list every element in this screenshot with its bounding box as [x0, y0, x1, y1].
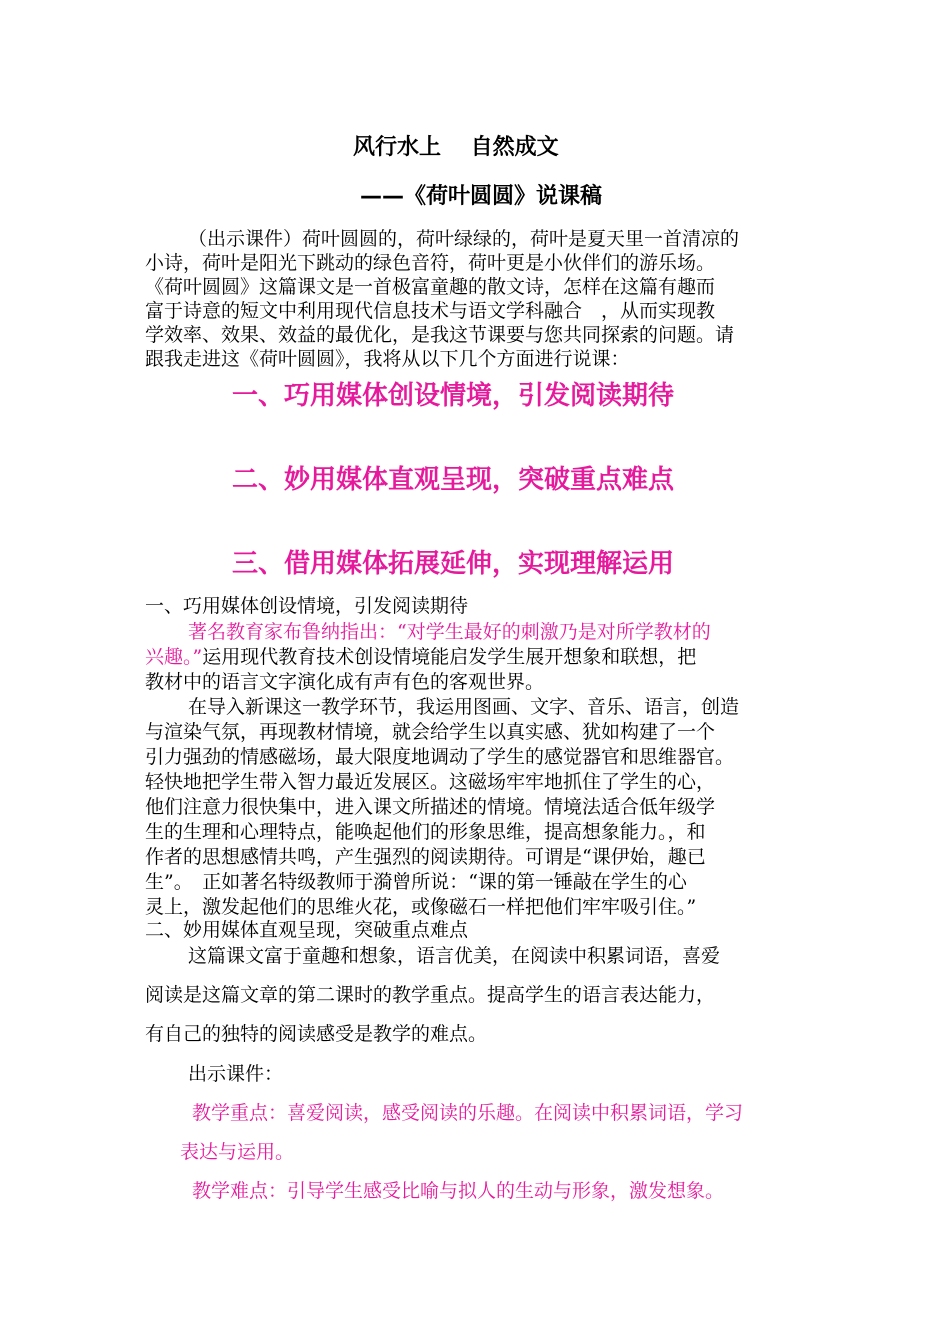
difficulty-line: 教学难点：引导学生感受比喻与拟人的生动与形象，激发想象。 — [192, 1180, 725, 1202]
doc-subtitle: ——《荷叶圆圆》说课稿 — [360, 184, 603, 209]
intro-line: 小诗，荷叶是阳光下跳动的绿色音符，荷叶更是小伙伴们的游乐场。 — [145, 252, 716, 274]
quote-line: 著名教育家布鲁纳指出：“对学生最好的刺激乃是对所学教材的 — [188, 621, 711, 643]
paragraph-line: 有自己的独特的阅读感受是教学的难点。 — [145, 1023, 488, 1045]
paragraph-line: 与渲染气氛，再现教材情境，就会给学生以真实感、犹如构建了一个 — [145, 721, 716, 743]
section-title: 二、妙用媒体直观呈现，突破重点难点 — [145, 919, 469, 941]
intro-line: （出示课件）荷叶圆圆的，荷叶绿绿的，荷叶是夏天里一首清凉的 — [188, 228, 740, 250]
section-heading: 二、妙用媒体直观呈现，突破重点难点 — [232, 465, 675, 495]
key-point-line: 表达与运用。 — [180, 1141, 295, 1163]
doc-title: 风行水上 自然成文 — [353, 135, 559, 160]
paragraph-line: 教材中的语言文字演化成有声有色的客观世界。 — [145, 671, 545, 693]
paragraph-line: 他们注意力很快集中，进入课文所描述的情境。情境法适合低年级学 — [145, 796, 716, 818]
paragraph-line: 作者的思想感情共鸣，产生强烈的阅读期待。可谓是“课伊始，趣已 — [145, 846, 706, 868]
intro-line: 跟我走进这《荷叶圆圆》，我将从以下几个方面进行说课： — [145, 348, 630, 370]
paragraph-line: 引力强劲的情感磁场，最大限度地调动了学生的感觉器官和思维器官。 — [145, 746, 735, 768]
intro-line: 《荷叶圆圆》这篇课文是一首极富童趣的散文诗，怎样在这篇有趣而 — [145, 276, 716, 298]
paragraph-line: 生的生理和心理特点，能唤起他们的形象思维，提高想象能力。，和 — [145, 821, 706, 843]
paragraph-line: 出示课件： — [188, 1063, 284, 1085]
key-point-line: 教学重点：喜爱阅读，感受阅读的乐趣。在阅读中积累词语，学习 — [192, 1102, 744, 1124]
paragraph-line — [145, 645, 696, 669]
paragraph-line: 这篇课文富于童趣和想象，语言优美，在阅读中积累词语，喜爱 — [188, 945, 721, 967]
section-heading: 三、借用媒体拓展延伸，实现理解运用 — [232, 549, 675, 579]
quote-end: 兴趣。” — [145, 646, 203, 668]
paragraph-line: 轻快地把学生带入智力最近发展区。这磁场牢牢地抓住了学生的心， — [145, 771, 716, 793]
paragraph-line: 在导入新课这一教学环节，我运用图画、文字、音乐、语言，创造 — [188, 696, 740, 718]
intro-line: 富于诗意的短文中利用现代信息技术与语文学科融合 ，从而实现教 — [145, 300, 716, 322]
paragraph-line: 阅读是这篇文章的第二课时的教学重点。提高学生的语言表达能力， — [145, 984, 716, 1006]
quote-follow: 运用现代教育技术创设情境能启发学生展开想象和联想，把 — [202, 646, 697, 668]
intro-line: 学效率、效果、效益的最优化，是我这节课要与您共同探索的问题。请 — [145, 324, 735, 346]
paragraph-line: 生”。 正如著名特级教师于漪曾所说：“课的第一锤敲在学生的心 — [145, 871, 687, 893]
section-heading: 一、巧用媒体创设情境，引发阅读期待 — [232, 381, 675, 411]
paragraph-line: 灵上，激发起他们的思维火花，或像磁石一样把他们牢牢吸引住。” — [145, 896, 697, 918]
section-title: 一、巧用媒体创设情境，引发阅读期待 — [145, 595, 469, 617]
